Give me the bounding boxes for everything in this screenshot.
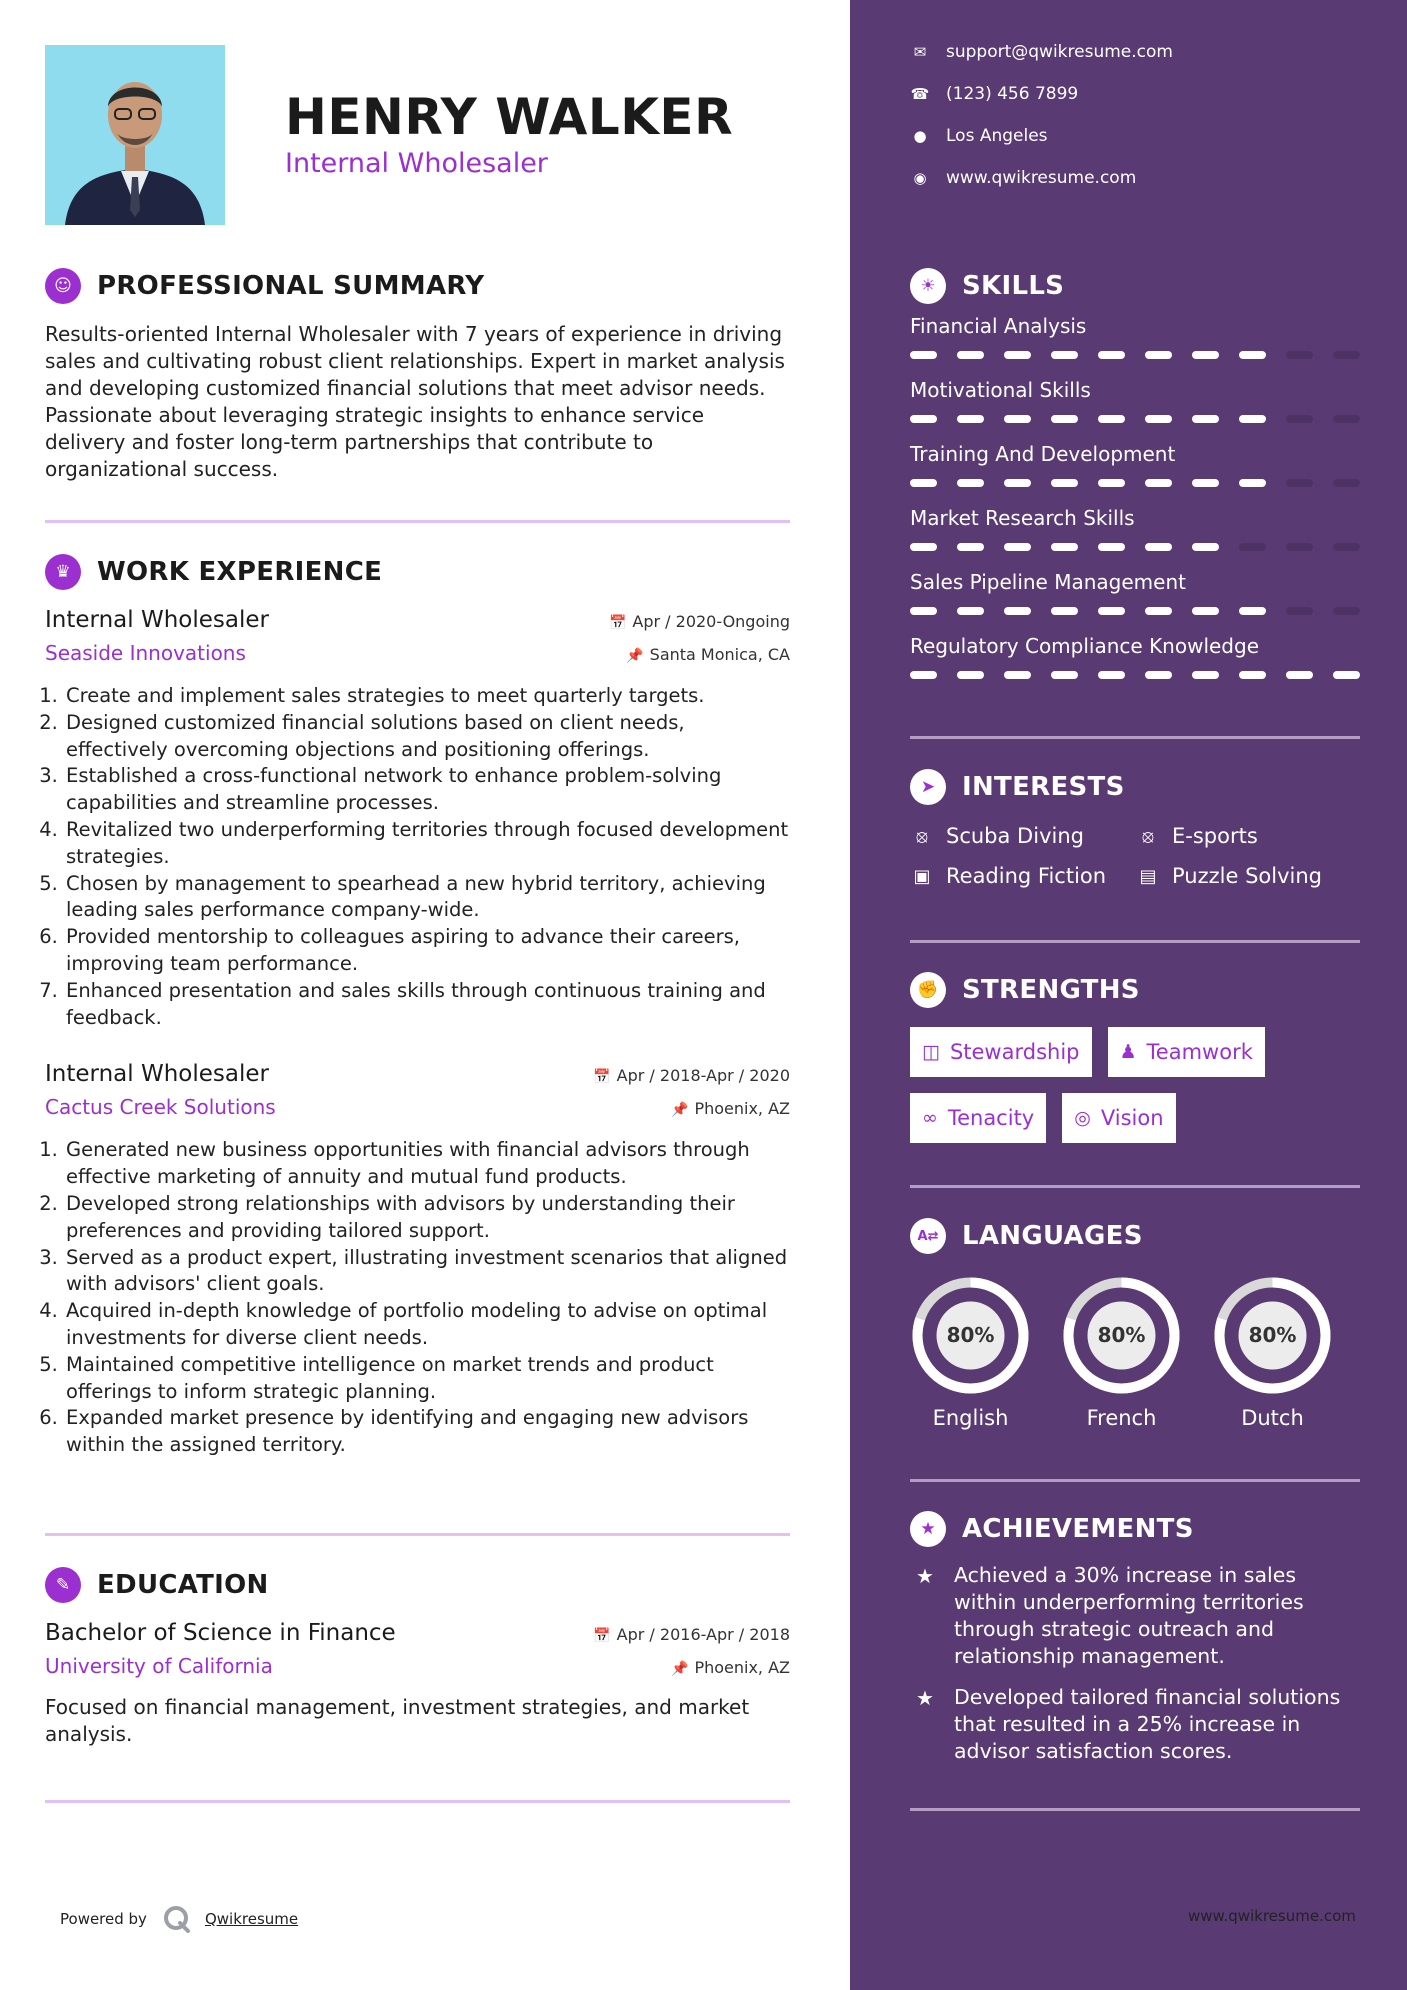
star-icon: ★ <box>916 1564 934 1588</box>
skill-level-dash <box>1192 543 1219 551</box>
paper-plane-icon: ➤ <box>910 769 946 805</box>
language-item <box>1061 1275 1182 1430</box>
section-divider <box>45 520 790 523</box>
list-item: 3. Established a cross-functional network to enhance problem-solving capabilities and streamline processes. <box>64 763 790 817</box>
duty-list <box>45 683 790 1031</box>
skill-level-dash <box>1239 671 1266 679</box>
job-company: Cactus Creek Solutions <box>45 1095 276 1120</box>
skill-level-dash <box>957 671 984 679</box>
skill-level-dash <box>1333 351 1360 359</box>
education-heading: EDUCATION <box>97 1570 269 1600</box>
skill-level-dash <box>1333 543 1360 551</box>
skill-level-dash <box>1051 671 1078 679</box>
interest-item <box>1136 824 1362 848</box>
skill-level-dash <box>1145 607 1172 615</box>
email-text: support@qwikresume.com <box>946 42 1173 62</box>
skill-level-dash <box>1333 607 1360 615</box>
calendar-icon: 📅 <box>593 1628 611 1644</box>
skill-level-dash <box>1004 479 1031 487</box>
section-divider <box>910 1808 1360 1811</box>
skill-name: Training And Development <box>910 442 1176 466</box>
job-dates: Apr / 2018-Apr / 2020 <box>616 1066 790 1086</box>
skill-level-dash <box>1004 351 1031 359</box>
star-icon: ★ <box>916 1686 934 1710</box>
skills-heading: SKILLS <box>962 271 1065 301</box>
powered-by-label: Powered by <box>60 1910 147 1928</box>
language-item <box>1212 1275 1333 1430</box>
skill-level-bar <box>910 543 1360 551</box>
interest-item <box>910 824 1136 848</box>
skill-level-bar <box>910 607 1360 615</box>
link-icon: ∞ <box>922 1107 938 1129</box>
strength-label: Teamwork <box>1146 1040 1253 1064</box>
skill-item <box>910 311 1360 375</box>
skill-level-dash <box>1098 351 1125 359</box>
education-dates: Apr / 2016-Apr / 2018 <box>616 1625 790 1644</box>
language-ring <box>1061 1275 1182 1396</box>
binoculars-icon: ◎ <box>1074 1107 1091 1129</box>
skill-level-dash <box>1004 671 1031 679</box>
skill-level-dash <box>910 543 937 551</box>
chair-icon: ♛ <box>45 554 81 590</box>
list-item: 6. Expanded market presence by identifying and engaging new advisors within the assigned territory. <box>64 1405 790 1459</box>
summary-section <box>45 267 790 483</box>
duty-list <box>45 1137 790 1459</box>
job-entry <box>45 607 790 1031</box>
education-description: Focused on financial management, investment strategies, and market analysis. <box>45 1695 750 1746</box>
interest-label: Puzzle Solving <box>1172 864 1322 888</box>
strength-chip <box>1108 1027 1265 1077</box>
contact-email[interactable] <box>910 42 1173 62</box>
skill-level-bar <box>910 415 1360 423</box>
skill-level-dash <box>1286 671 1313 679</box>
strength-chip <box>910 1027 1092 1077</box>
interest-label: Reading Fiction <box>946 864 1107 888</box>
skill-level-dash <box>1145 351 1172 359</box>
languages-section <box>910 1217 1360 1430</box>
achievement-item <box>910 1562 1360 1670</box>
strength-chip <box>1062 1093 1175 1143</box>
briefcase-icon: ◫ <box>922 1041 940 1063</box>
job-dates: Apr / 2020-Ongoing <box>632 612 790 631</box>
strengths-section <box>910 971 1360 1143</box>
language-name: Dutch <box>1241 1406 1304 1430</box>
lifebuoy-icon: ⦻ <box>916 825 928 847</box>
skill-level-dash <box>1286 543 1313 551</box>
skill-level-dash <box>1333 479 1360 487</box>
skill-level-dash <box>1286 415 1313 423</box>
education-section <box>45 1566 790 1748</box>
interests-section <box>910 768 1360 888</box>
list-item: 5. Maintained competitive intelligence on market trends and product offerings to inform strategic planning. <box>64 1352 790 1406</box>
pin-icon: 📌 <box>626 648 644 664</box>
skill-level-dash <box>1098 479 1125 487</box>
section-divider <box>910 736 1360 739</box>
skill-level-dash <box>1192 351 1219 359</box>
skill-level-dash <box>1286 607 1313 615</box>
skill-level-dash <box>1333 415 1360 423</box>
skill-level-bar <box>910 479 1360 487</box>
mail-icon: ✉ <box>913 43 927 61</box>
list-item: 1. Generated new business opportunities with financial advisors through effective marketing of annuity and mutual fund products. <box>64 1137 790 1191</box>
skill-level-bar <box>910 671 1360 679</box>
languages-heading: LANGUAGES <box>962 1221 1143 1251</box>
interest-label: E-sports <box>1172 824 1258 848</box>
strength-label: Tenacity <box>947 1106 1035 1130</box>
phone-text: (123) 456 7899 <box>946 84 1079 104</box>
interest-label: Scuba Diving <box>946 824 1084 848</box>
skill-level-dash <box>910 479 937 487</box>
footer-url[interactable]: www.qwikresume.com <box>1188 1907 1356 1925</box>
section-divider <box>910 1185 1360 1188</box>
section-divider <box>910 940 1360 943</box>
skill-level-dash <box>910 607 937 615</box>
skill-level-dash <box>1098 607 1125 615</box>
achievement-item <box>910 1684 1360 1765</box>
skill-level-dash <box>1145 671 1172 679</box>
language-name: English <box>932 1406 1009 1430</box>
list-item: 2. Designed customized financial solutions based on client needs, effectively overcoming objections and positioning offerings. <box>64 710 790 764</box>
skill-level-dash <box>957 607 984 615</box>
skill-level-dash <box>910 415 937 423</box>
website-text: www.qwikresume.com <box>946 168 1137 188</box>
skill-item <box>910 503 1360 567</box>
section-divider <box>910 1479 1360 1482</box>
skill-item <box>910 567 1360 631</box>
user-icon: ☺ <box>45 268 81 304</box>
contact-phone[interactable] <box>910 84 1078 104</box>
education-location: Phoenix, AZ <box>694 1658 790 1677</box>
skill-name: Sales Pipeline Management <box>910 570 1186 594</box>
fist-icon: ✊ <box>910 972 946 1008</box>
candidate-name: HENRY WALKER <box>285 88 734 146</box>
job-role: Internal Wholesaler <box>45 607 269 633</box>
degree: Bachelor of Science in Finance <box>45 1620 396 1646</box>
language-ring <box>910 1275 1031 1396</box>
skill-level-dash <box>910 351 937 359</box>
skill-name: Market Research Skills <box>910 506 1135 530</box>
school: University of California <box>45 1654 273 1678</box>
skills-section <box>910 267 1360 695</box>
job-role: Internal Wholesaler <box>45 1061 269 1088</box>
pin-icon: 📌 <box>671 1102 689 1119</box>
skill-level-dash <box>1239 479 1266 487</box>
language-percent: 80% <box>946 1323 995 1347</box>
job-location: Phoenix, AZ <box>694 1099 790 1119</box>
language-name: French <box>1086 1406 1157 1430</box>
achievement-text: Developed tailored financial solutions that resulted in a 25% increase in advisor satisfaction scores. <box>954 1685 1341 1763</box>
strength-label: Vision <box>1100 1106 1164 1130</box>
summary-text: Results-oriented Internal Wholesaler with 7 years of experience in driving sales and cultivating robust client relationships. Expert in market analysis and developing customized financial solutions that meet advisor needs. Passionate about leveraging strategic insights to enhance service delivery and foster long-term partnerships that contribute to organizational success. <box>45 322 785 481</box>
contact-location <box>910 126 1048 146</box>
skill-item <box>910 375 1360 439</box>
sidebar <box>850 0 1407 1990</box>
skill-level-dash <box>910 671 937 679</box>
gamepad-icon: ▣ <box>913 865 931 887</box>
achievements-section <box>910 1510 1360 1765</box>
skill-level-dash <box>1239 543 1266 551</box>
skill-level-dash <box>1192 671 1219 679</box>
book-icon: ▤ <box>1139 865 1157 887</box>
skill-level-dash <box>1051 543 1078 551</box>
phone-icon: ☎ <box>910 85 930 103</box>
skill-level-dash <box>1333 671 1360 679</box>
job-company: Seaside Innovations <box>45 641 246 665</box>
skill-level-dash <box>1192 479 1219 487</box>
skill-level-dash <box>1239 351 1266 359</box>
skill-level-dash <box>1004 607 1031 615</box>
skill-level-bar <box>910 351 1360 359</box>
map-pin-icon: ● <box>913 127 927 145</box>
language-item <box>910 1275 1031 1430</box>
skill-level-dash <box>1004 543 1031 551</box>
skill-level-dash <box>1239 607 1266 615</box>
skill-name: Financial Analysis <box>910 314 1087 338</box>
skill-level-dash <box>1051 479 1078 487</box>
skill-level-dash <box>957 415 984 423</box>
list-item: 7. Enhanced presentation and sales skills through continuous training and feedback. <box>64 978 790 1032</box>
powered-by <box>60 1903 298 1935</box>
skill-level-dash <box>1098 415 1125 423</box>
graduation-icon: ✎ <box>45 1567 81 1603</box>
experience-heading: WORK EXPERIENCE <box>97 557 383 587</box>
language-icon: A⇄ <box>910 1218 946 1254</box>
skill-level-dash <box>1286 479 1313 487</box>
skill-item <box>910 631 1360 695</box>
interests-heading: INTERESTS <box>962 772 1125 802</box>
contact-website[interactable] <box>910 168 1136 188</box>
job-location: Santa Monica, CA <box>649 645 790 664</box>
job-entry <box>45 1061 790 1459</box>
skill-level-dash <box>1192 607 1219 615</box>
location-text: Los Angeles <box>946 126 1048 146</box>
strength-label: Stewardship <box>949 1040 1080 1064</box>
strengths-heading: STRENGTHS <box>962 975 1140 1005</box>
achievement-text: Achieved a 30% increase in sales within underperforming territories through strategic outreach and relationship management. <box>954 1563 1304 1668</box>
list-item: 4. Acquired in-depth knowledge of portfolio modeling to advise on optimal investments for diverse client needs. <box>64 1298 790 1352</box>
qwikresume-logo-icon <box>161 1903 193 1935</box>
skill-level-dash <box>1192 415 1219 423</box>
skill-level-dash <box>1051 415 1078 423</box>
skill-level-dash <box>1098 543 1125 551</box>
skill-name: Motivational Skills <box>910 378 1091 402</box>
profile-photo <box>45 45 225 225</box>
skill-level-dash <box>1239 415 1266 423</box>
interest-item <box>910 864 1136 888</box>
users-icon: ♟ <box>1119 1041 1137 1063</box>
strength-chip <box>910 1093 1046 1143</box>
skill-level-dash <box>1145 479 1172 487</box>
summary-heading: PROFESSIONAL SUMMARY <box>97 271 485 301</box>
skill-name: Regulatory Compliance Knowledge <box>910 634 1260 658</box>
list-item: 4. Revitalized two underperforming territories through focused development strategies. <box>64 817 790 871</box>
globe-icon: ◉ <box>913 169 927 187</box>
language-ring <box>1212 1275 1333 1396</box>
calendar-icon: 📅 <box>608 615 627 631</box>
achievements-heading: ACHIEVEMENTS <box>962 1514 1194 1544</box>
skill-level-dash <box>957 543 984 551</box>
lightbulb-icon: ☀ <box>910 268 946 304</box>
interest-item <box>1136 864 1362 888</box>
languages-list <box>910 1275 1360 1430</box>
skill-level-dash <box>1051 351 1078 359</box>
skill-level-dash <box>957 351 984 359</box>
skills-list <box>910 311 1360 695</box>
section-divider <box>45 1533 790 1536</box>
list-item: 3. Served as a product expert, illustrating investment scenarios that aligned with advisors' client goals. <box>64 1245 790 1299</box>
skill-level-dash <box>1004 415 1031 423</box>
section-divider <box>45 1800 790 1803</box>
star-badge-icon: ★ <box>910 1511 946 1547</box>
skill-level-dash <box>1145 415 1172 423</box>
lifebuoy-icon: ⦻ <box>1142 825 1154 847</box>
list-item: 1. Create and implement sales strategies to meet quarterly targets. <box>64 683 790 710</box>
skill-level-dash <box>1098 671 1125 679</box>
list-item: 6. Provided mentorship to colleagues aspiring to advance their careers, improving team performance. <box>64 924 790 978</box>
calendar-icon: 📅 <box>593 1069 611 1086</box>
skill-item <box>910 439 1360 503</box>
skill-level-dash <box>1286 351 1313 359</box>
candidate-title: Internal Wholesaler <box>285 148 548 179</box>
pin-icon: 📌 <box>671 1661 689 1677</box>
skill-level-dash <box>1145 543 1172 551</box>
language-percent: 80% <box>1097 1323 1146 1347</box>
list-item: 5. Chosen by management to spearhead a new hybrid territory, achieving leading sales performance company-wide. <box>64 871 790 925</box>
language-percent: 80% <box>1248 1323 1297 1347</box>
experience-section <box>45 553 790 1459</box>
skill-level-dash <box>957 479 984 487</box>
qwikresume-link[interactable]: Qwikresume <box>204 1910 299 1928</box>
list-item: 2. Developed strong relationships with advisors by understanding their preferences and providing tailored support. <box>64 1191 790 1245</box>
skill-level-dash <box>1051 607 1078 615</box>
